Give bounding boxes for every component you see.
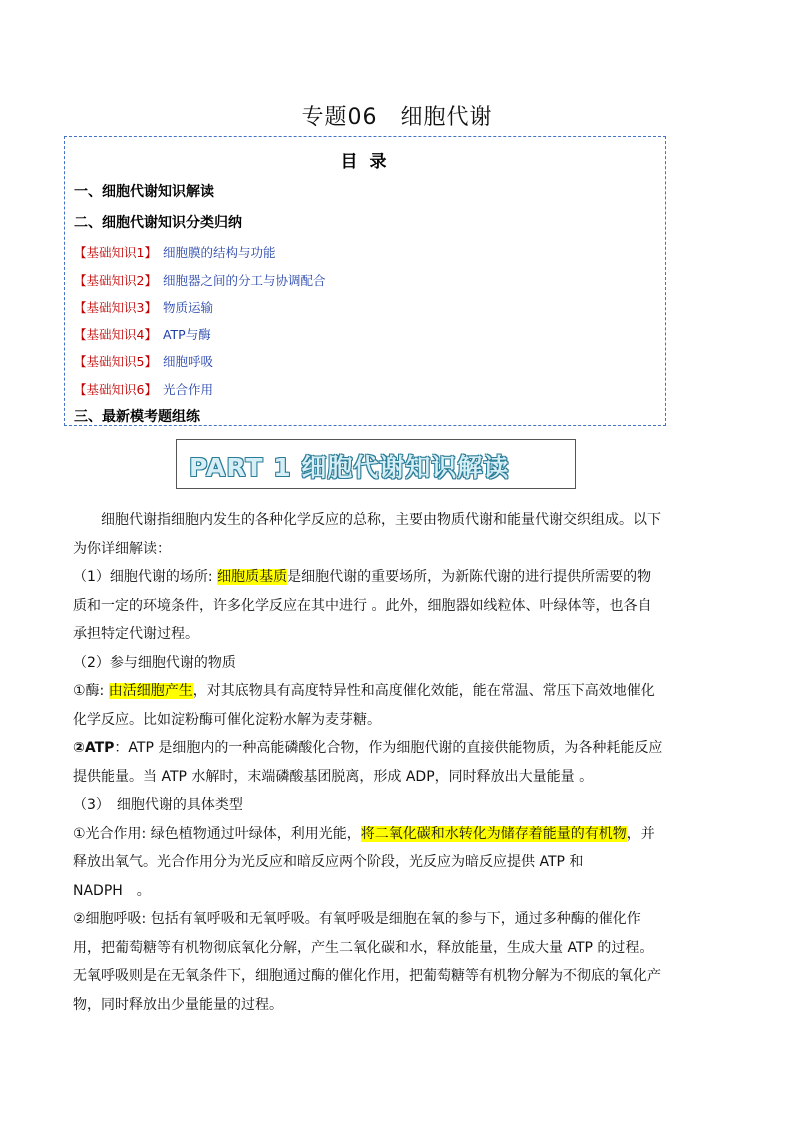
- paragraph-respiration: ②细胞呼吸: 包括有氧呼吸和无氧呼吸。有氧呼吸是细胞在氧的参与下，通过多种酶的催化作用，把葡萄糖等有机物彻底氧化分解，产生二氧化碳和水，释放能量，生成大量 ATP 的过程。无氧呼吸则是在无氧条件下，细胞通过酶的催化作用，把葡萄糖等有机物分解为不彻底的氧化产物，同时释放出少量能量的过程。: [73, 911, 661, 1013]
- toc-item-1[interactable]: [74, 243, 275, 261]
- body-text: [73, 506, 663, 1019]
- paragraph-atp: [73, 734, 663, 791]
- toc-section-2[interactable]: 二、细胞代谢知识分类归纳: [74, 215, 242, 231]
- toc-item-label: 物质运输: [162, 300, 213, 315]
- toc-item-tag: 【基础知识3】: [74, 300, 157, 315]
- toc-item-tag: 【基础知识4】: [74, 327, 157, 342]
- text-run: ：ATP 是细胞内的一种高能磷酸化合物，作为细胞代谢的直接供能物质，为各种耗能反应提供能量。当 ATP 水解时，末端磷酸基团脱离，形成 ADP，同时释放出大量能量 。: [73, 740, 663, 785]
- text-run: ①酶:: [73, 683, 109, 699]
- text-run: （1）细胞代谢的场所:: [73, 569, 218, 585]
- highlight-text: 细胞质基质: [217, 569, 288, 585]
- highlight-text: 由活细胞产生: [108, 683, 193, 699]
- paragraph-enzyme: [73, 677, 663, 734]
- term-atp: ②ATP: [73, 740, 115, 756]
- highlight-text: 将二氧化碳和水转化为储存着能量的有机物: [360, 825, 627, 842]
- toc-item-3[interactable]: [74, 298, 213, 316]
- toc-item-tag: 【基础知识1】: [74, 245, 157, 260]
- intro-paragraph: 细胞代谢指细胞内发生的各种化学反应的总称，主要由物质代谢和能量代谢交织组成。以下为你详细解读：: [73, 512, 661, 557]
- toc-item-tag: 【基础知识2】: [74, 273, 157, 288]
- toc-section-3[interactable]: 三、最新模考题组练: [74, 409, 200, 425]
- part1-banner: [176, 439, 576, 489]
- toc-item-6[interactable]: [74, 380, 213, 398]
- toc-item-label: 细胞膜的结构与功能: [162, 245, 276, 260]
- paragraph-types: （3） 细胞代谢的具体类型: [73, 797, 243, 813]
- text-run: ①光合作用: 绿色植物通过叶绿体，利用光能，: [73, 825, 361, 842]
- text-run: ，对其底物具有高度特异性和高度催化效能，能在常温、常压下高效地催化化学反应。比如淀粉酶可催化淀粉水解为麦芽糖。: [73, 683, 655, 728]
- toc-heading: 目 录: [340, 152, 390, 172]
- toc-item-label: ATP与酶: [162, 327, 211, 342]
- paragraph-location: [73, 563, 663, 649]
- toc-item-label: 细胞器之间的分工与协调配合: [162, 273, 326, 288]
- toc-item-label: 光合作用: [162, 382, 213, 397]
- toc-item-tag: 【基础知识6】: [74, 382, 157, 397]
- text-run: 是细胞代谢的重要场所，为新陈代谢的进行提供所需要的物质和一定的环境条件，许多化学反应在其中进行 。此外，细胞器如线粒体、叶绿体等，也各自承担特定代谢过程。: [73, 569, 652, 642]
- part1-title: PART 1 细胞代谢知识解读: [189, 453, 510, 482]
- toc-section-1[interactable]: 一、细胞代谢知识解读: [74, 184, 214, 200]
- toc-item-tag: 【基础知识5】: [74, 354, 157, 369]
- document-title: 专题06 细胞代谢: [301, 105, 493, 130]
- toc-item-label: 细胞呼吸: [162, 354, 213, 369]
- toc-item-5[interactable]: [74, 352, 213, 370]
- toc-item-2[interactable]: [74, 271, 325, 289]
- paragraph-substances: （2）参与细胞代谢的物质: [73, 654, 236, 671]
- table-of-contents: [64, 136, 666, 426]
- toc-item-4[interactable]: [74, 325, 211, 343]
- text-run: ，并释放出氧气。光合作用分为光反应和暗反应两个阶段，光反应为暗反应提供 ATP 和 NADPH 。: [73, 825, 655, 899]
- paragraph-photosynthesis: [73, 820, 663, 906]
